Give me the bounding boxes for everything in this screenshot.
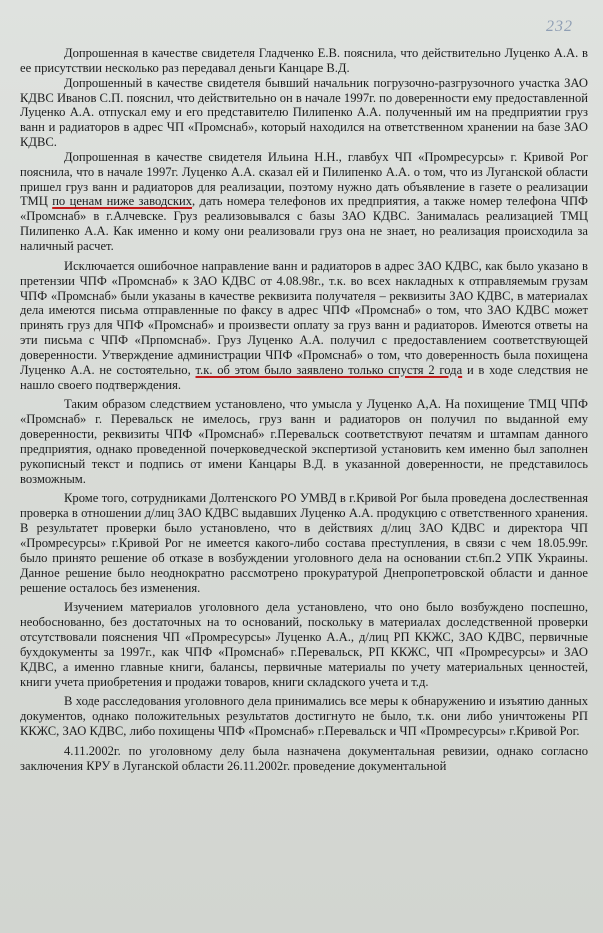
red-underlined-phrase: т.к. об этом было заявлено только спустя 2 года	[195, 362, 463, 377]
paragraph-ilina	[20, 150, 588, 254]
paragraph-krivoy-rog-check	[20, 491, 588, 595]
paragraph-text: Допрошенный в качестве свидетеля бывший начальник погрузочно-разгрузочного участка ЗАО КДВС Иванов С.П. пояснил, что действительно он в начале 1997г. по доверенности ему предоставленной Луценко А.А. отпускал ему и его представителю Пилипенко А.А. полученный им на предприятии груз ванн и радиаторов в адрес ЧП «Промснаб», который находился на ответственном хранении на базе ЗАО КДВС.	[20, 75, 588, 150]
paragraph-audit	[20, 744, 588, 774]
paragraph-text: Изучением материалов уголовного дела установлено, что оно было возбуждено поспешно, необоснованно, без достаточных на то оснований, поскольку в материалах доследственной проверки отсутствовали пояснения ЧП «Промресурсы» Луценко А.А., д/лиц РП ККЖС, ЗАО КДВС, первичные бухдокументы за 1997г., как ЧПФ «Промснаб» г.Перевальск, РП ККЖС, ЧП «Промресурсы» и ЗАО КДВС, а именно главные книги, балансы, первичные материалы по учету материальных ценностей, книги учета приобретения и продажи товаров, книги складского учета и т.д.	[20, 600, 588, 689]
paragraph-ivanov	[20, 76, 588, 150]
paragraph-text: Допрошенная в качестве свидетеля Гладченко Е.В. пояснила, что действительно Луценко А.А. в ее присутствии несколько раз передавал деньги Канцаре В.Д.	[20, 46, 588, 75]
page-number: 232	[546, 18, 573, 35]
paragraph-exclusion	[20, 259, 588, 393]
paragraph-text: Исключается ошибочное направление ванн и радиаторов в адрес ЗАО КДВС, как было указано в претензии ЧПФ «Промснаб» к ЗАО КДВС от 4.08.98г., т.к. во всех накладных к отправляемым грузам ЧПФ «Промснаб» были указаны в качестве реквизита получателя – реквизиты ЗАО КДВС, в материалах дела имеются письма отправленные по факсу в адрес ЧПФ «Промснаб» о том, что ЗАО КДВС может принять груз для ЧПФ «Промснаб» и произвести оплату за груз ванн и радиаторов. Имеются ответы на эти письма с ЧПФ «Прпомснаб». Груз Луценко А.А. получил с предоставлением соответствующей доверенности. Утверждение администрации ЧПФ «Промснаб» о том, что доверенность была похищена Луценко А.А. не состоятельно,	[20, 258, 588, 377]
paragraph-conclusion	[20, 397, 588, 486]
paragraph-text: Допрошенная в качестве свидетеля Ильина Н.Н., главбух ЧП «Промресурсы» г. Кривой Рог пояснила, что в начале 1997г. Луценко А.А. сказал ей и Пилипенко А.А. о том, что из Луганской области пришел груз ванн и радиаторов для реализации, поэтому нужно дать объявление в газете о реализации ТМЦ	[20, 149, 588, 209]
red-underlined-phrase: по ценам ниже заводских	[52, 194, 193, 209]
paragraph-text: Кроме того, сотрудниками Долтенского РО УМВД в г.Кривой Рог была проведена дослественная проверка в отношении д/лиц ЗАО КДВС выдавших Луценко А.А. продукцию с ответственного хранения. В результатет проверки было установлено, что в действиях д/лиц ЗАО КДВС и директора ЧП «Промресурсы» г.Кривой Рог не имеется какого-либо состава преступления, в связи с чем 18.05.99г. было принято решение об отказе в возбуждении уголовного дела на основании ст.6п.2 УПК Украины. Данное решение было неоднократно рассмотрено прокуратурой Днепропетровской области и данное решение осталось без изменения.	[20, 491, 588, 595]
paragraph-gladchenko	[20, 46, 588, 76]
paragraph-text: В ходе расследования уголовного дела принимались все меры к обнаружению и изъятию данных документов, однако положительных результатов достигнуто не было, т.к. они либо уничтожены РП ККЖС, ЗАО КДВС, либо похищены ЧПФ «Промснаб» г.Перевальск и ЧП «Промресурсы» г.Кривой Рог.	[20, 694, 588, 739]
paragraph-investigation	[20, 694, 588, 739]
paragraph-text: Таким образом следствием установлено, что умысла у Луценко А,А. На похищение ТМЦ ЧПФ «Промснаб» г. Перевальск не имелось, груз ванн и радиаторов он получил по выданной ему доверенности, реквизиты ЧПФ «Промснаб» г.Перевальск соответствуют печатям и штампам данного предприятия, однако проведенной почерковедческой экспертизой установить кем именно был заполнен рукописный текст и подпись от имени Канцары В.Д. в указанной доверенности, не представилось возможным.	[20, 397, 588, 486]
document-body	[20, 46, 588, 779]
paragraph-text: и в ходе следствия не нашло своего подтверждения.	[20, 362, 588, 392]
paragraph-text: , дать номера телефонов их предприятия, а также номер телефона ЧПФ «Промснаб» в г.Алчевске. Груз реализовывался с базы ЗАО КДВС. Занималась реализацией ТМЦ Пилипенко А.А. Как именно и кому они реализовали груз она не знает, но реализация происходила за наличный расчет.	[20, 194, 589, 253]
paragraph-case-materials	[20, 600, 588, 689]
paragraph-text: 4.11.2002г. по уголовному делу была назначена документальная ревизии, однако согласно заключения КРУ в Луганской области 26.11.2002г. проведение документальной	[20, 743, 588, 773]
